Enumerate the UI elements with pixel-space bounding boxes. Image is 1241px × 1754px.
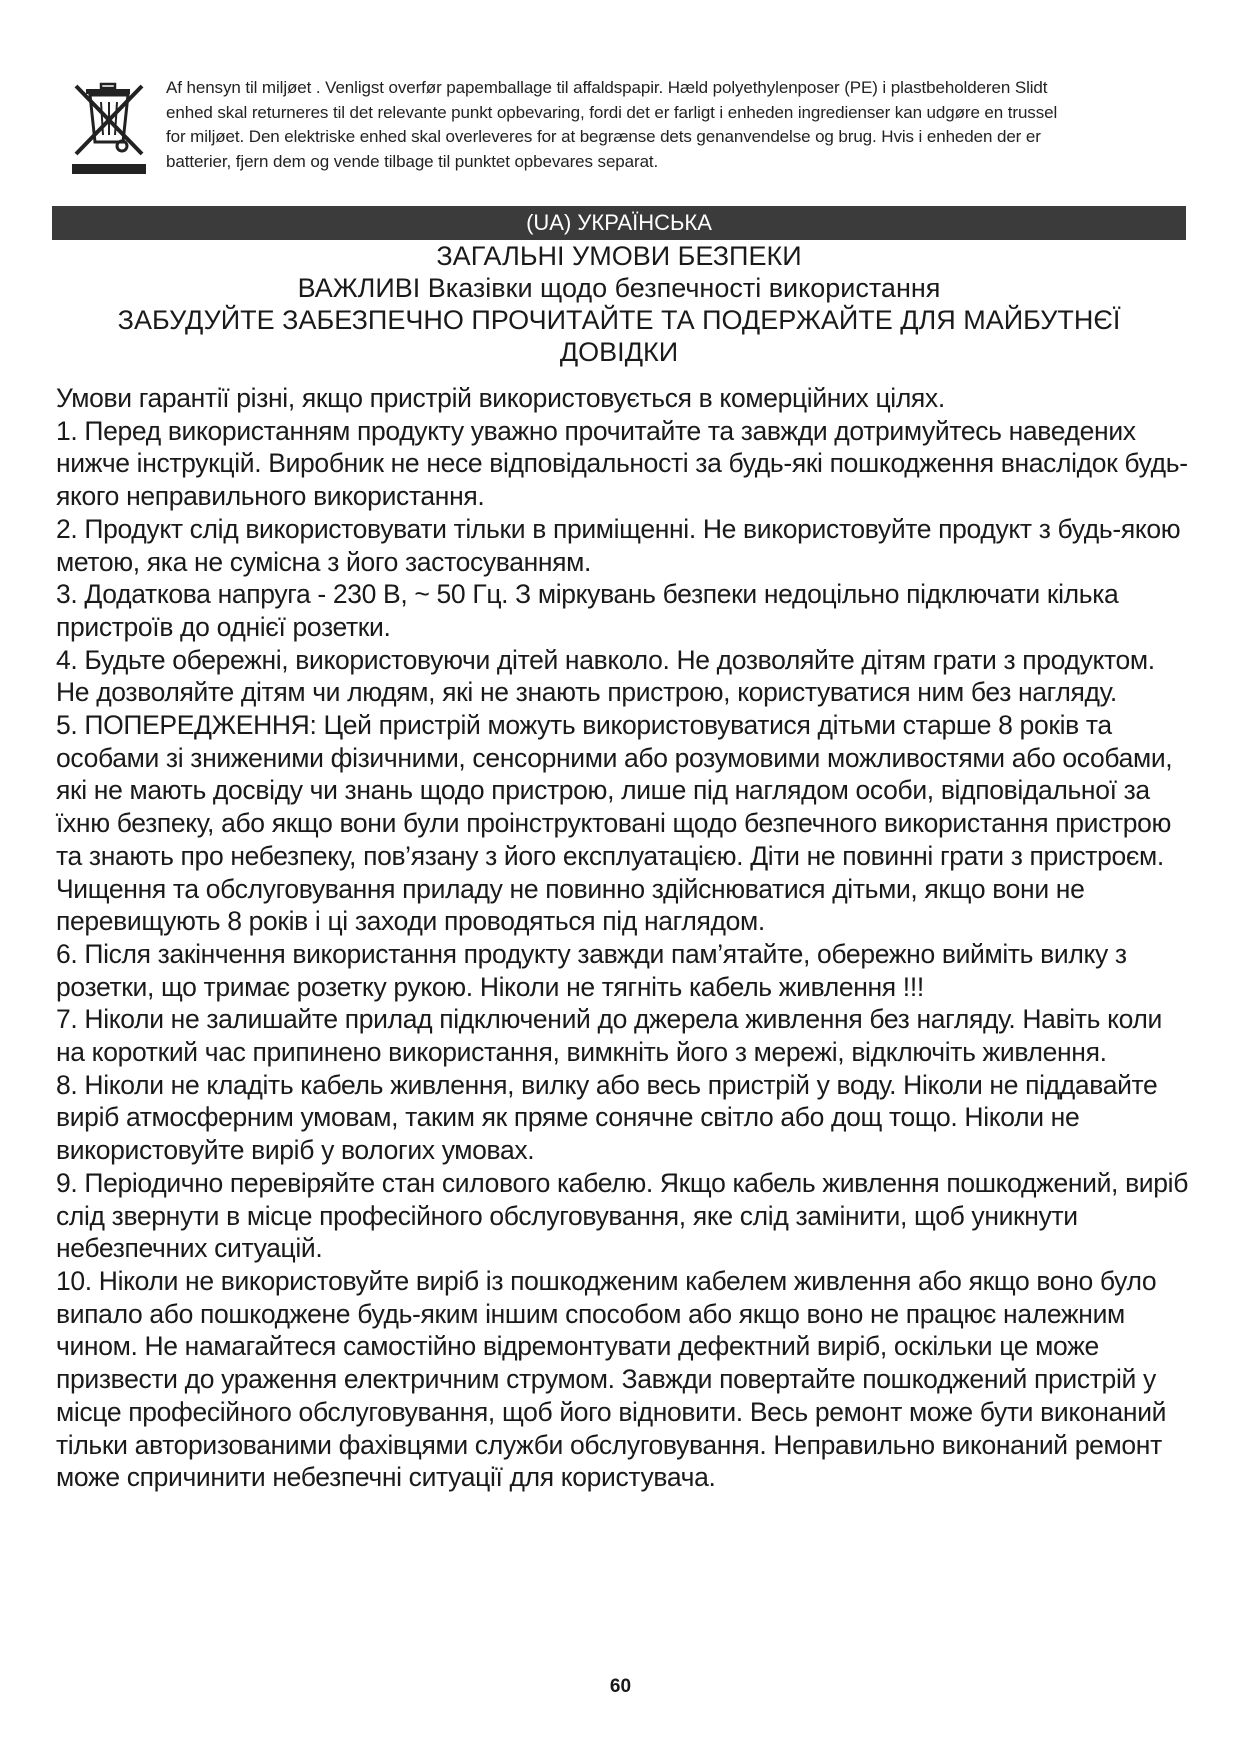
paragraph: 5. ПОПЕРЕДЖЕННЯ: Цей пристрій можуть використовуватися дітьми старше 8 років та особами зі зниженими фізичними, сенсорними або розумовими можливостями або особами, які не мають досвіду чи знань щодо пристрою, лише під наглядом особи, відповідальної за їхню безпеку, або якщо вони були проінструктовані щодо безпечного використання пристрою та знають про небезпеку, пов’язану з його експлуатацією. Діти не повинні грати з пристроєм. Чищення та обслуговування приладу не повинно здійснюватися дітьми, якщо вони не перевищують 8 років і ці заходи проводяться під наглядом. [56, 710, 1173, 937]
paragraph: 2. Продукт слід використовувати тільки в приміщенні. Не використовуйте продукт з будь-якою метою, яка не сумісна з його застосуванням. [56, 513, 1181, 577]
safety-title-block [52, 240, 1186, 368]
paragraph: 8. Ніколи не кладіть кабель живлення, вилку або весь пристрій у воду. Ніколи не піддавайте виріб атмосферним умовам, таким як пряме сонячне світло або дощ тощо. Ніколи не використовуйте виріб у вологих умовах. [56, 1069, 1158, 1166]
paragraph: 10. Ніколи не використовуйте виріб із пошкодженим кабелем живлення або якщо воно було випало або пошкоджене будь-яким іншим способом або якщо воно не працює належним чином. Не намагайтеся самостійно відремонтувати дефектний виріб, оскільки це може призвести до ураження електричним струмом. Завжди повертайте пошкоджений пристрій у місце професійного обслуговування, щоб його відновити. Весь ремонт може бути виконаний тільки авторизованими фахівцями служби обслуговування. Неправильно виконаний ремонт може спричинити небезпечні ситуації для користувача. [56, 1265, 1167, 1493]
page-number: 60 [609, 1676, 632, 1697]
language-section-header: (UA) УКРАЇНСЬКА [52, 206, 1186, 240]
recycle-line: Af hensyn til miljøet . Venligst overfør papemballage til affaldspapir. Hæld polyethylenposer (PE) i plastbeholderen Slidt [166, 78, 1048, 97]
section-subtitle: ВАЖЛИВІ Вказівки щодо безпечності використання [297, 273, 941, 303]
recycle-line: enhed skal returneres til det relevante punkt opbevaring, fordi det er farligt i enheden ingredienser kan udgøre en trussel [166, 102, 1058, 122]
recycle-notice [70, 76, 1150, 176]
paragraph: 6. Після закінчення використання продукту завжди пам’ятайте, обережно вийміть вилку з розетки, що тримає розетку рукою. Ніколи не тягніть кабель живлення !!! [56, 938, 1127, 1002]
safety-instructions [56, 382, 1190, 1494]
recycle-line: for miljøet. Den elektriske enhed skal overleveres for at begrænse dets genanvendelse og brug. Hvis i enheden der er [166, 127, 1041, 146]
recycle-line: batterier, fjern dem og vende tilbage til punktet opbevares separat. [166, 151, 659, 171]
paragraph: 4. Будьте обережні, використовуючи дітей навколо. Не дозволяйте дітям грати з продуктом. Не дозволяйте дітям чи людям, які не знають пристрою, користуватися ним без нагляду. [56, 644, 1155, 708]
paragraph: 3. Додаткова напруга - 230 В, ~ 50 Гц. З міркувань безпеки недоцільно підключати кілька пристроїв до однієї розетки. [56, 579, 1119, 642]
paragraph: Умови гарантії різні, якщо пристрій використовується в комерційних цілях. [56, 383, 945, 413]
recycle-notice-text [166, 76, 1166, 174]
paragraph: 7. Ніколи не залишайте прилад підключений до джерела живлення без нагляду. Навіть коли на короткий час припинено використання, вимкніть його з мережі, відключіть живлення. [56, 1004, 1162, 1068]
section-instruction-title-cont: ДОВІДКИ [559, 337, 679, 367]
paragraph: 1. Перед використанням продукту уважно прочитайте та завжди дотримуйтесь наведених нижче інструкцій. Виробник не несе відповідальності за будь-які пошкодження внаслідок будь-якого неправильного використання. [56, 415, 1188, 512]
paragraph: 9. Періодично перевіряйте стан силового кабелю. Якщо кабель живлення пошкоджений, виріб слід звернути в місце професійного обслуговування, яке слід замінити, щоб уникнути небезпечних ситуацій. [56, 1167, 1189, 1264]
section-instruction-title: ЗАБУДУЙТЕ ЗАБЕЗПЕЧНО ПРОЧИТАЙТЕ ТА ПОДЕРЖАЙТЕ ДЛЯ МАЙБУТНЄЇ [117, 305, 1121, 335]
section-title: ЗАГАЛЬНІ УМОВИ БЕЗПЕКИ [436, 241, 802, 271]
crossed-out-wheelie-bin-icon [70, 80, 148, 176]
